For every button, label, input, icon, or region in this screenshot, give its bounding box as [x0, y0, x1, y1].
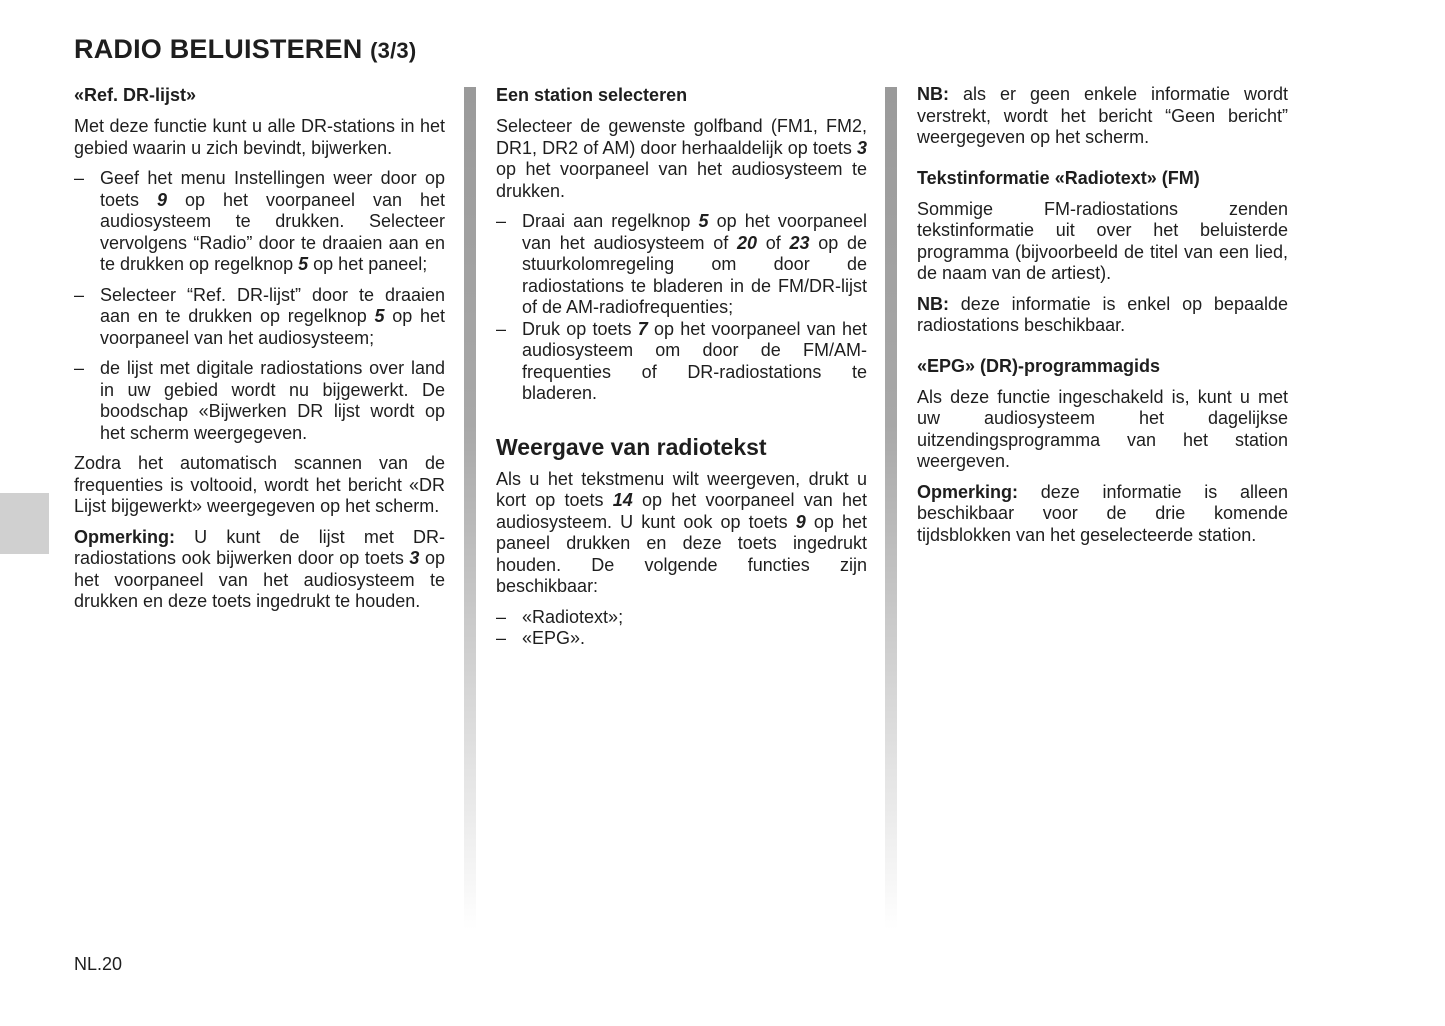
column-2 [496, 84, 867, 659]
page-number: NL.20 [74, 954, 123, 974]
paragraph-select-band: Selecteer de gewenste golfband (FM1, FM2, DR1, DR2 of AM) door herhaaldelijk op toets 3 op het voorpaneel van het audiosysteem te drukken. [496, 116, 867, 201]
key-number: 7 [637, 318, 648, 339]
steps-list [496, 211, 867, 405]
key-number: 9 [157, 189, 168, 210]
functions-list [496, 607, 867, 650]
key-number: 5 [374, 306, 385, 326]
column-3 [917, 84, 1288, 555]
heading-ref-dr-list: «Ref. DR-lijst» [74, 85, 197, 105]
list-item: – Geef het menu Instellingen weer door op toets 9 op het voorpaneel van het audiosysteem te drukken. Selecteer vervolgens “Radio” door te draaien aan en te drukken op regelknop 5 op het paneel; [74, 168, 445, 276]
paragraph-intro: Met deze functie kunt u alle DR-stations in het gebied waarin u zich bevindt, bijwerken. [74, 116, 445, 158]
list-item: – «Radiotext»; [496, 607, 867, 629]
key-number: 20 [737, 232, 758, 253]
heading-epg: «EPG» (DR)-programmagids [917, 355, 1161, 376]
key-number: 23 [789, 232, 810, 253]
column-divider-2 [885, 87, 897, 930]
paragraph-radiotext: Sommige FM-radiostations zenden tekstinformatie uit over het beluisterde programma (bijvoorbeeld de titel van een lied, de naam van de artiest). [917, 198, 1288, 283]
note-paragraph: Opmerking: deze informatie is alleen beschikbaar voor de drie komende tijdsblokken van het geselecteerde station. [917, 481, 1288, 545]
key-number: 5 [298, 254, 309, 274]
key-number: 14 [612, 490, 633, 510]
note-label: Opmerking: [917, 481, 1019, 502]
key-number: 3 [409, 548, 420, 568]
list-item: – Draai aan regelknop 5 op het voorpaneel van het audiosysteem of 20 of 23 op de stuurkolomregeling om door de radiostations te bladeren in de FM/DR-lijst of de AM-radiofrequenties; [496, 211, 867, 319]
key-number: 3 [856, 137, 867, 158]
key-number: 5 [698, 211, 709, 231]
list-item: – Druk op toets 7 op het voorpaneel van het audiosysteem om door de FM/AM-frequenties of DR-radiostations te bladeren. [496, 319, 867, 405]
section-tab-marker [0, 493, 49, 554]
key-number: 9 [795, 511, 806, 532]
list-item: – Selecteer “Ref. DR-lijst” door te draaien aan en te drukken op regelknop 5 op het voorpaneel van het audiosysteem; [74, 285, 445, 350]
nb-label: NB: [917, 293, 949, 314]
page-title-part: (3/3) [370, 38, 417, 63]
nb-paragraph: NB: deze informatie is enkel op bepaalde radiostations beschikbaar. [917, 293, 1288, 335]
list-item: – «EPG». [496, 628, 867, 650]
nb-label: NB: [917, 84, 949, 104]
steps-list [74, 168, 445, 444]
page-title [74, 33, 416, 67]
list-item: – de lijst met digitale radiostations over land in uw gebied wordt nu bijgewerkt. De boodschap «Bijwerken DR lijst wordt op het scherm weergegeven. [74, 358, 445, 444]
heading-radiotext: Tekstinformatie «Radiotext» (FM) [917, 167, 1200, 188]
heading-select-station: Een station selecteren [496, 85, 688, 105]
paragraph-scan-complete: Zodra het automatisch scannen van de frequenties is voltooid, wordt het bericht «DR Lijst bijgewerkt» weergegeven op het scherm. [74, 453, 445, 516]
column-1 [74, 84, 445, 622]
page-title-text: RADIO BELUISTEREN [74, 34, 363, 64]
note-label: Opmerking: [74, 526, 176, 547]
nb-paragraph: NB: als er geen enkele informatie wordt verstrekt, wordt het bericht “Geen bericht” weergegeven op het scherm. [917, 84, 1288, 147]
note-paragraph: Opmerking: U kunt de lijst met DR-radiostations ook bijwerken door op toets 3 op het voorpaneel van het audiosysteem te drukken en deze toets ingedrukt te houden. [74, 526, 445, 611]
column-divider-1 [464, 87, 476, 930]
paragraph-text-menu: Als u het tekstmenu wilt weergeven, drukt u kort op toets 14 op het voorpaneel van het audiosysteem. U kunt ook op toets 9 op het paneel drukken en deze toets ingedrukt houden. De volgende functies zijn beschikbaar: [496, 468, 868, 596]
section-title-radiotext: Weergave van radiotekst [496, 433, 767, 460]
paragraph-epg: Als deze functie ingeschakeld is, kunt u met uw audiosysteem het dagelijkse uitzendingsprogramma van het station weergeven. [917, 386, 1288, 471]
